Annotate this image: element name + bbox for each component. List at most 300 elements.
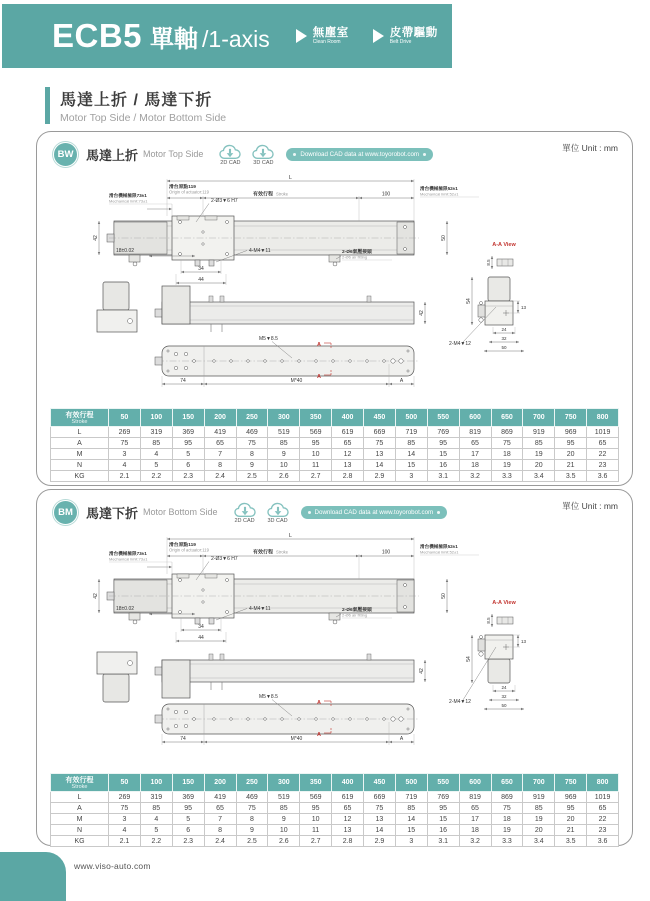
table-cell: 75: [109, 803, 141, 814]
drawing-hole: [167, 350, 169, 352]
drawing-hole: [128, 319, 133, 324]
stroke-value-header: 450: [364, 774, 396, 792]
dim-label: 2-Ø6 air fitting: [342, 612, 368, 618]
drawing-hole: [226, 611, 229, 614]
table-cell: 13: [332, 460, 364, 471]
panel-title-cn: 馬達下折: [86, 505, 139, 521]
stroke-header-cell: 有效行程 Stroke: [51, 774, 109, 792]
table-cell: 569: [300, 427, 332, 438]
footer-corner-block: [0, 852, 66, 901]
dim-label: M*40: [290, 378, 303, 385]
dim-label: 74: [180, 378, 186, 385]
drawing-shape: [209, 260, 214, 266]
unit-label: 單位 Unit : mm: [562, 143, 618, 153]
table-row: [51, 427, 619, 438]
drawing-shape: [162, 302, 414, 324]
section-marker-a: A: [317, 700, 321, 706]
table-cell: 319: [140, 792, 172, 803]
cad-3d-label: 3D CAD: [253, 160, 274, 166]
table-cell: 85: [395, 803, 427, 814]
feature-label-cn: 無塵室: [312, 26, 349, 39]
stroke-value-header: 300: [268, 774, 300, 792]
table-row: [51, 803, 619, 814]
table-cell: 869: [491, 427, 523, 438]
dot-icon: [308, 511, 311, 514]
dim-label: 滑台原點119: [169, 543, 196, 548]
drawing-shape: [478, 639, 485, 651]
table-row: [51, 449, 619, 460]
table-cell: 3.5: [555, 836, 587, 847]
drawing-hole: [184, 352, 187, 355]
drawing-hole: [407, 350, 409, 352]
table-cell: 65: [459, 803, 491, 814]
drawing-hole: [333, 262, 337, 266]
panel-title-en: Motor Bottom Side: [143, 507, 218, 517]
dim-label: L: [289, 533, 292, 540]
table-cell: 85: [523, 438, 555, 449]
drawing-shape: [497, 617, 513, 624]
table-cell: 7: [204, 814, 236, 825]
table-cell: 2.9: [364, 471, 396, 482]
table-cell: 8: [236, 449, 268, 460]
table-cell: 14: [364, 825, 396, 836]
table-cell: 3.1: [427, 836, 459, 847]
dim-label: 42: [93, 235, 100, 241]
dim-label: 50: [501, 703, 507, 709]
table-cell: 8: [236, 814, 268, 825]
cloud-download-icon: [249, 142, 277, 161]
table-row: [51, 438, 619, 449]
table-cell: 95: [300, 803, 332, 814]
row-label-cell: KG: [51, 836, 109, 847]
table-cell: 65: [332, 438, 364, 449]
table-cell: 19: [491, 825, 523, 836]
table-cell: 95: [172, 803, 204, 814]
drawing-shape: [220, 296, 224, 302]
table-cell: 2.3: [172, 471, 204, 482]
drawing-hole: [202, 589, 204, 591]
stroke-value-header: 250: [236, 774, 268, 792]
drawing-shape: [488, 659, 510, 683]
dim-label: 32: [501, 336, 507, 342]
feature-label-cn: 皮帶驅動: [389, 26, 438, 39]
section-subtitle: Motor Top Side / Motor Bottom Side: [60, 112, 227, 124]
table-row: [51, 825, 619, 836]
table-cell: 85: [140, 438, 172, 449]
table-cell: 10: [300, 814, 332, 825]
technical-drawing-bottom-side: [59, 530, 619, 765]
table-cell: 95: [427, 438, 459, 449]
table-cell: 519: [268, 792, 300, 803]
table-row: [51, 836, 619, 847]
dim-label: 54: [466, 298, 473, 304]
stroke-dimension-table: [50, 408, 619, 482]
badge-bm: BM: [53, 500, 78, 525]
table-cell: 3.1: [427, 471, 459, 482]
table-cell: 19: [491, 460, 523, 471]
table-cell: 3.5: [555, 471, 587, 482]
table-cell: 18: [459, 825, 491, 836]
dim-label: 2-M4▼12: [449, 699, 471, 705]
dim-label: 32: [501, 694, 507, 700]
dim-label: 100: [381, 549, 391, 556]
table-cell: 2.9: [364, 836, 396, 847]
section-title: 馬達上折 / 馬達下折: [60, 92, 213, 109]
drawing-shape: [209, 296, 213, 302]
drawing-hole: [247, 360, 250, 363]
table-cell: 2.5: [236, 836, 268, 847]
table-cell: 819: [459, 427, 491, 438]
table-cell: 9: [236, 460, 268, 471]
table-cell: 95: [300, 438, 332, 449]
row-label-cell: A: [51, 803, 109, 814]
table-cell: 85: [523, 803, 555, 814]
drawing-hole: [213, 718, 216, 721]
table-cell: 4: [140, 449, 172, 460]
dim-label: M*40: [290, 736, 303, 743]
dim-label: 42: [93, 593, 100, 599]
drawing-shape: [103, 674, 129, 702]
cloud-download-icon: [264, 500, 292, 519]
cad-2d-download-button[interactable]: [216, 142, 244, 166]
table-cell: 6: [172, 825, 204, 836]
table-cell: 4: [140, 814, 172, 825]
table-cell: 12: [332, 449, 364, 460]
drawing-hole: [174, 710, 177, 713]
table-cell: 75: [364, 438, 396, 449]
table-cell: 719: [395, 427, 427, 438]
table-cell: 75: [109, 438, 141, 449]
drawing-shape: [155, 357, 162, 365]
drawing-shape: [478, 305, 485, 317]
drawing-hole: [167, 370, 169, 372]
panel-motor-bottom-side: [36, 489, 633, 846]
table-cell: 85: [140, 803, 172, 814]
table-cell: 12: [332, 814, 364, 825]
table-cell: 17: [459, 449, 491, 460]
dim-label: L: [289, 175, 292, 182]
cad-2d-download-button[interactable]: [231, 500, 259, 524]
dim-label: 18±0.02: [116, 248, 135, 254]
cloud-download-icon: [216, 142, 244, 161]
table-cell: 17: [459, 814, 491, 825]
table-cell: 619: [332, 792, 364, 803]
table-cell: 269: [109, 427, 141, 438]
stroke-value-header: 650: [491, 774, 523, 792]
table-cell: 369: [172, 792, 204, 803]
table-cell: 8: [204, 460, 236, 471]
table-cell: 419: [204, 792, 236, 803]
row-label-cell: N: [51, 825, 109, 836]
table-cell: 15: [427, 814, 459, 825]
dim-label: 34: [198, 624, 204, 631]
dim-label: 24: [501, 685, 507, 691]
table-row: [51, 792, 619, 803]
table-cell: 819: [459, 792, 491, 803]
table-cell: 22: [587, 449, 619, 460]
table-cell: 14: [395, 449, 427, 460]
table-cell: 95: [555, 803, 587, 814]
drawing-hole: [184, 366, 187, 369]
drawing-hole: [298, 718, 301, 721]
drawing-hole: [366, 718, 369, 721]
table-cell: 95: [427, 803, 459, 814]
dim-label: 42: [419, 310, 426, 316]
drawing-hole: [193, 360, 196, 363]
dim-label: 2-Ø3▼6 H7: [211, 556, 238, 562]
drawing-hole: [174, 366, 177, 369]
table-cell: 85: [395, 438, 427, 449]
table-cell: 969: [555, 792, 587, 803]
drawing-hole: [213, 360, 216, 363]
dim-label: Origin of actuator:119: [169, 547, 209, 553]
table-cell: 9: [268, 814, 300, 825]
table-cell: 20: [523, 460, 555, 471]
stroke-value-header: 600: [459, 774, 491, 792]
table-cell: 65: [459, 438, 491, 449]
table-cell: 3.4: [523, 471, 555, 482]
unit-label: 單位 Unit : mm: [562, 501, 618, 511]
table-cell: 2.6: [268, 471, 300, 482]
feature-label-en: Clean Room: [312, 38, 341, 45]
dim-label: 8.5: [486, 617, 492, 624]
drawing-hole: [226, 253, 229, 256]
drawing-shape: [155, 309, 162, 317]
stroke-table: [50, 773, 619, 847]
table-cell: 4: [109, 825, 141, 836]
stroke-table: [50, 408, 619, 482]
drawing-hole: [480, 302, 483, 305]
stroke-value-header: 100: [140, 774, 172, 792]
stroke-value-header: 750: [555, 409, 587, 427]
table-cell: 3.2: [459, 836, 491, 847]
row-label-cell: M: [51, 814, 109, 825]
table-cell: 10: [268, 460, 300, 471]
dot-icon: [437, 511, 440, 514]
stroke-value-header: 250: [236, 409, 268, 427]
dim-label: 42: [419, 668, 426, 674]
table-cell: 3.3: [491, 836, 523, 847]
table-cell: 269: [109, 792, 141, 803]
model-name: ECB5: [52, 17, 143, 54]
dim-label: 8.5: [486, 259, 492, 266]
stroke-dimension-table: [50, 773, 619, 847]
drawing-hole: [133, 262, 137, 266]
drawing-shape: [488, 277, 510, 301]
table-cell: 3.4: [523, 836, 555, 847]
dim-label: 滑台機械極限73±1: [109, 193, 147, 198]
table-cell: 369: [172, 427, 204, 438]
dim-label: 4-M4▼11: [249, 606, 271, 612]
stroke-value-header: 700: [523, 409, 555, 427]
table-cell: 2.4: [204, 471, 236, 482]
dim-label: 50: [441, 593, 448, 599]
drawing-hole: [407, 370, 409, 372]
stroke-value-header: 750: [555, 774, 587, 792]
cad-3d-download-button[interactable]: [249, 142, 277, 166]
drawing-hole: [404, 606, 407, 609]
table-cell: 16: [427, 460, 459, 471]
stroke-value-header: 150: [172, 409, 204, 427]
dim-label: 24: [501, 327, 507, 333]
dim-label: 滑台機械極限73±1: [109, 551, 147, 556]
drawing-hole: [179, 579, 182, 582]
table-cell: 669: [364, 427, 396, 438]
drawing-shape: [205, 574, 217, 578]
technical-drawing-top-side: [59, 172, 619, 407]
cad-3d-label: 3D CAD: [267, 518, 288, 524]
table-cell: 75: [491, 438, 523, 449]
drawing-hole: [391, 359, 395, 363]
table-cell: 919: [523, 427, 555, 438]
cad-drawing: [59, 530, 619, 765]
table-cell: 2.7: [300, 471, 332, 482]
drawing-shape: [162, 660, 414, 682]
table-cell: 319: [140, 427, 172, 438]
drawing-hole: [404, 226, 407, 229]
table-cell: 65: [587, 438, 619, 449]
drawing-hole: [479, 652, 483, 656]
product-title: [52, 17, 270, 55]
table-cell: 3.6: [587, 471, 619, 482]
arrow-right-icon: [296, 29, 307, 43]
stroke-value-header: 50: [109, 774, 141, 792]
row-label-cell: L: [51, 792, 109, 803]
drawing-hole: [349, 718, 352, 721]
header-bar: [2, 4, 452, 68]
table-cell: 11: [300, 825, 332, 836]
drawing-hole: [179, 611, 182, 614]
table-cell: 11: [300, 460, 332, 471]
table-cell: 1019: [587, 427, 619, 438]
stroke-value-header: 800: [587, 774, 619, 792]
table-cell: 619: [332, 427, 364, 438]
table-cell: 95: [172, 438, 204, 449]
table-cell: 419: [204, 427, 236, 438]
drawing-hole: [399, 717, 403, 721]
row-label-cell: N: [51, 460, 109, 471]
table-cell: 469: [236, 427, 268, 438]
table-cell: 569: [300, 792, 332, 803]
badge-bw: BW: [53, 142, 78, 167]
table-cell: 519: [268, 427, 300, 438]
drawing-hole: [404, 584, 407, 587]
dim-label: M5▼8.5: [259, 694, 278, 700]
drawing-hole: [391, 717, 395, 721]
dim-label: Stroke: [276, 191, 289, 197]
dim-label: 2-M4▼12: [449, 341, 471, 347]
dim-label: 100: [381, 191, 391, 198]
drawing-hole: [383, 718, 386, 721]
dim-label: Mechanical limit:73±1: [109, 198, 148, 204]
drawing-hole: [264, 718, 267, 721]
drawing-hole: [167, 708, 169, 710]
cad-3d-download-button[interactable]: [264, 500, 292, 524]
table-cell: 8: [204, 825, 236, 836]
table-cell: 65: [204, 803, 236, 814]
drawing-hole: [349, 360, 352, 363]
stroke-value-header: 500: [395, 409, 427, 427]
drawing-hole: [179, 253, 182, 256]
stroke-value-header: 200: [204, 774, 236, 792]
stroke-value-header: 550: [427, 409, 459, 427]
table-cell: 15: [395, 825, 427, 836]
drawing-shape: [155, 667, 162, 675]
stroke-value-header: 450: [364, 409, 396, 427]
stroke-value-header: 200: [204, 409, 236, 427]
table-cell: 5: [140, 825, 172, 836]
drawing-hole: [407, 708, 409, 710]
aa-view-title: A-A View: [492, 600, 516, 606]
download-cad-button[interactable]: [286, 148, 433, 161]
dot-icon: [423, 153, 426, 156]
drawing-shape: [367, 296, 371, 302]
panel-title-en: Motor Top Side: [143, 149, 204, 159]
table-row: [51, 460, 619, 471]
table-cell: 3: [109, 814, 141, 825]
table-cell: 869: [491, 792, 523, 803]
drawing-hole: [404, 248, 407, 251]
dim-label: 2-Ø6 air fitting: [342, 254, 368, 260]
table-cell: 7: [204, 449, 236, 460]
stroke-value-header: 150: [172, 774, 204, 792]
drawing-hole: [399, 359, 403, 363]
row-label-cell: A: [51, 438, 109, 449]
drawing-shape: [367, 654, 371, 660]
dim-label: 13: [521, 639, 527, 644]
stroke-value-header: 400: [332, 774, 364, 792]
drawing-shape: [129, 613, 140, 620]
cad-2d-label: 2D CAD: [234, 518, 255, 524]
table-cell: 10: [268, 825, 300, 836]
table-cell: 2.3: [172, 836, 204, 847]
section-marker-a: A: [317, 374, 321, 380]
drawing-hole: [230, 360, 233, 363]
table-cell: 13: [364, 449, 396, 460]
drawing-hole: [247, 718, 250, 721]
drawing-shape: [155, 715, 162, 723]
table-cell: 769: [427, 792, 459, 803]
download-cad-button[interactable]: [301, 506, 448, 519]
drawing-shape: [209, 654, 213, 660]
dim-label: M5▼8.5: [259, 336, 278, 342]
table-cell: 669: [364, 792, 396, 803]
stroke-header-cell: 有效行程 Stroke: [51, 409, 109, 427]
table-cell: 19: [523, 814, 555, 825]
cad-drawing: [59, 172, 619, 407]
drawing-hole: [315, 360, 318, 363]
table-cell: 95: [555, 438, 587, 449]
drawing-hole: [184, 724, 187, 727]
panel-header: [53, 140, 433, 168]
table-cell: 23: [587, 460, 619, 471]
feature-belt-drive: [373, 27, 438, 46]
table-cell: 3.6: [587, 836, 619, 847]
table-cell: 5: [140, 460, 172, 471]
drawing-hole: [333, 620, 337, 624]
drawing-hole: [230, 718, 233, 721]
download-cad-label: Download CAD data at www.toyorobot.com: [314, 508, 434, 516]
section-title-block: [45, 87, 226, 124]
drawing-hole: [184, 710, 187, 713]
dim-label: 有效行程: [252, 191, 273, 198]
table-cell: 75: [236, 438, 268, 449]
table-cell: 2.8: [332, 471, 364, 482]
drawing-hole: [332, 718, 335, 721]
drawing-hole: [226, 221, 229, 224]
stroke-value-header: 100: [140, 409, 172, 427]
dim-label: 44: [198, 635, 204, 642]
